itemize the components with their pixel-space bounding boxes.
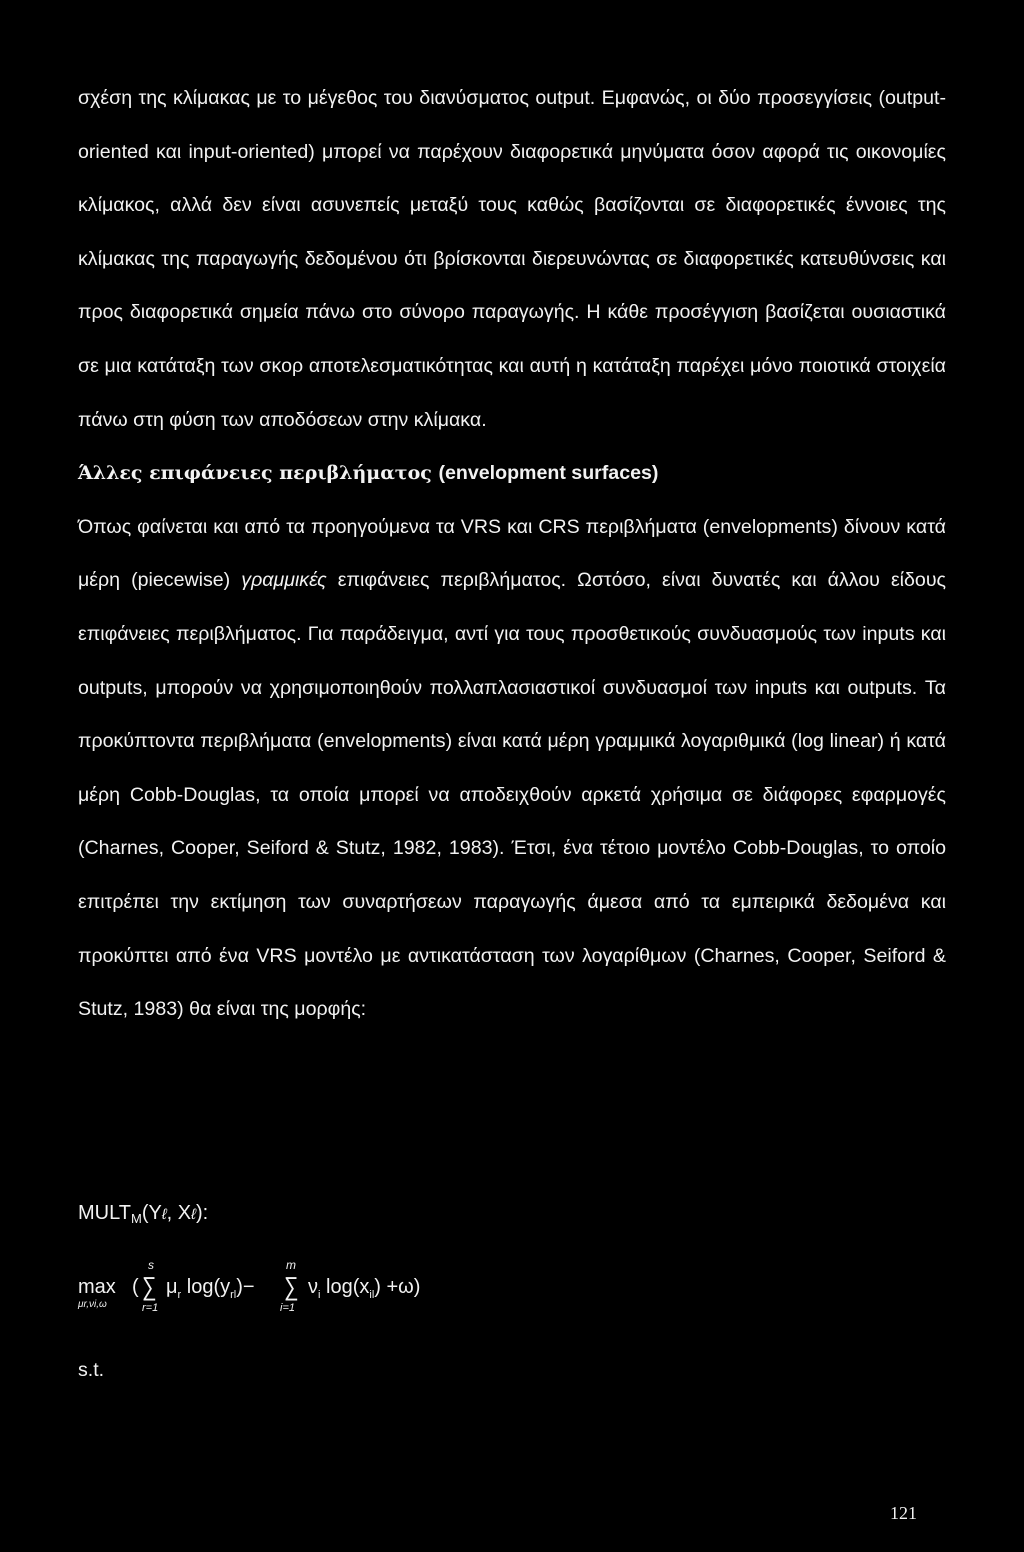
sum1-sigma: ∑ — [142, 1271, 157, 1301]
model-mid: , X — [166, 1202, 192, 1224]
paragraph-envelopment-surfaces — [78, 501, 946, 1037]
term1-coef: μ — [166, 1276, 178, 1298]
paragraph-returns-to-scale: σχέση της κλίμακας με το μέγεθος του διανύσματος output. Εμφανώς, οι δύο προσεγγίσεις (output-oriented και input-oriented) μπορεί να παρέχουν διαφορετικά μηνύματα όσον αφορά τις οικονομίες κλίμακος, αλλά δεν είναι ασυνεπείς μεταξύ τους καθώς βασίζονται σε διαφορετικές έννοιες της κλίμακας της παραγωγής δεδομένου ότι βρίσκονται διερευνώντας σε διαφορετικές κατευθύνσεις και προς διαφορετικά σημεία πάνω στο σύνορο παραγωγής. Η κάθε προσέγγιση βασίζεται ουσιαστικά σε μια κατάταξη των σκορ αποτελεσματικότητας και αυτή η κατάταξη παρέχει μόνο ποιοτικά στοιχεία πάνω στη φύση των αποδόσεων στην κλίμακα. — [78, 87, 946, 431]
model-label — [78, 1198, 208, 1234]
model-open: (Y — [141, 1202, 162, 1224]
model-subscript: M — [130, 1211, 142, 1226]
sum1-lower-limit: r=1 — [142, 1302, 159, 1314]
subject-to-label: s.t. — [78, 1359, 105, 1381]
term1-log: log(y — [186, 1276, 231, 1298]
term1-sub: rl — [230, 1289, 237, 1301]
objective-formula — [78, 1258, 578, 1328]
model-ell-1: ℓ — [161, 1206, 167, 1223]
formula-minus: − — [242, 1276, 255, 1298]
section-heading — [78, 447, 946, 501]
sum2-sigma: ∑ — [284, 1271, 299, 1301]
sum2-lower-limit: i=1 — [280, 1302, 295, 1314]
model-close: ): — [195, 1202, 209, 1224]
term2-close: ) — [374, 1276, 381, 1298]
term1-coef-sub: r — [177, 1289, 182, 1301]
term2 — [308, 1275, 420, 1307]
formula-max-variables: μr,νi,ω — [78, 1299, 107, 1310]
heading-english: (envelopment surfaces) — [438, 462, 659, 485]
paragraph-part-2: επιφάνειες περιβλήματος. Ωστόσο, είναι δυνατές και άλλου είδους επιφάνειες περιβλήματος. Για παράδειγμα, αντί για τους προσθετικούς συνδυασμούς των inputs και outputs, μπορούν να χρησιμοποιηθούν πολλαπλασιαστικοί συνδυασμοί των inputs και outputs. Τα προκύπτοντα περιβλήματα (envelopments) είναι κατά μέρη γραμμικά λογαριθμικά (log linear) ή κατά μέρη Cobb-Douglas, τα οποία μπορεί να αποδειχθούν αρκετά χρήσιμα σε διάφορες εφαρμογές (Charnes, Cooper, Seiford & Stutz, 1982, 1983). Έτσι, ένα τέτοιο μοντέλο Cobb-Douglas, το οποίο επιτρέπει την εκτίμηση των συναρτήσεων παραγωγής άμεσα από τα εμπειρικά δεδομένα και προκύπτει από ένα VRS μοντέλο με αντικατάσταση των λογαρίθμων (Charnes, Cooper, Seiford & Stutz, 1983) θα είναι της μορφής: — [78, 569, 946, 1021]
italic-word: γραμμικές — [241, 569, 327, 592]
term1 — [166, 1275, 255, 1307]
formula-tail: +ω) — [386, 1276, 421, 1298]
term2-coef: ν — [308, 1276, 318, 1298]
page-number: 121 — [890, 1503, 917, 1523]
formula-open-paren: ( — [132, 1276, 139, 1298]
term2-coef-sub: i — [318, 1289, 321, 1301]
term2-sub: il — [369, 1289, 375, 1301]
body-text — [78, 72, 946, 1037]
heading-greek: Άλλες επιφάνειες περιβλήματος — [78, 462, 432, 485]
sum1-upper-limit: s — [148, 1258, 154, 1272]
term2-log: log(x — [326, 1276, 370, 1298]
model-prefix: MULT — [78, 1202, 131, 1224]
term1-close: ) — [236, 1276, 243, 1298]
paragraph-part-1: Όπως φαίνεται και από τα προηγούμενα τα VRS και CRS περιβλήματα (envelopments) δίνουν κατά μέρη (piecewise) — [78, 515, 946, 592]
formula-max: max — [78, 1276, 116, 1298]
sum2-upper-limit: m — [286, 1258, 296, 1272]
model-ell-2: ℓ — [191, 1206, 196, 1223]
